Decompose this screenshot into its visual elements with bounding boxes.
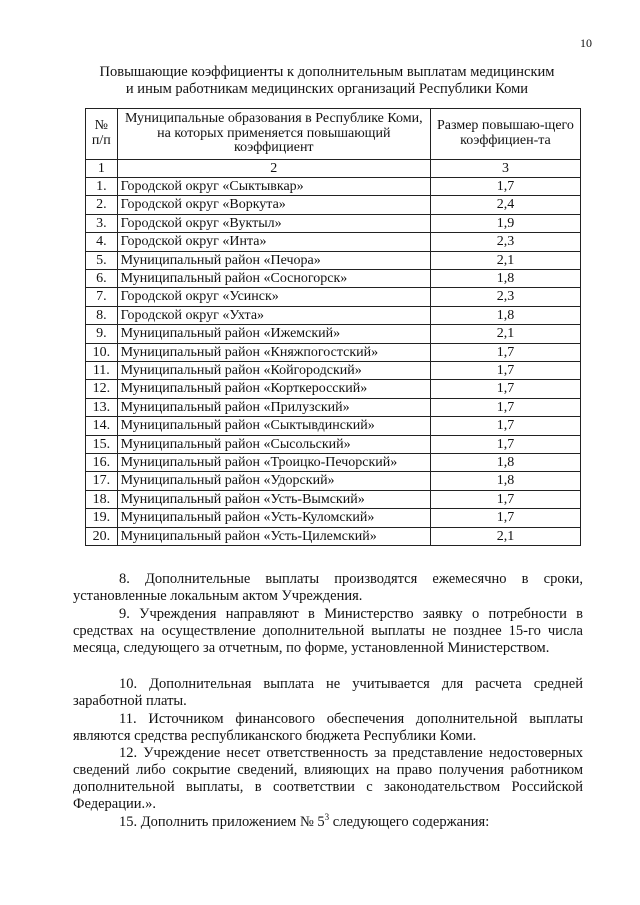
- row-coefficient: 1,7: [430, 417, 580, 435]
- table-row: [86, 343, 581, 361]
- row-number: 20.: [86, 527, 118, 545]
- row-municipality: Муниципальный район «Корткеросский»: [117, 380, 430, 398]
- page-number: 10: [580, 36, 592, 50]
- row-number: 7.: [86, 288, 118, 306]
- table-row: [86, 196, 581, 214]
- row-coefficient: 1,8: [430, 306, 580, 324]
- table-title: [60, 64, 594, 98]
- row-municipality: Муниципальный район «Усть-Куломский»: [117, 509, 430, 527]
- header-municipality: Муниципальные образования в Республике Коми, на которых применяется повышающий коэффициент: [117, 109, 430, 160]
- table-row: [86, 527, 581, 545]
- row-coefficient: 1,7: [430, 343, 580, 361]
- paragraph-10: 10. Дополнительная выплата не учитывается для расчета средней заработной платы.: [73, 676, 583, 709]
- row-municipality: Муниципальный район «Сосногорск»: [117, 269, 430, 287]
- row-municipality: Муниципальный район «Троицко-Печорский»: [117, 454, 430, 472]
- table-row: [86, 214, 581, 232]
- table-row: [86, 325, 581, 343]
- row-municipality: Городской округ «Усинск»: [117, 288, 430, 306]
- table-title-line-2: и иным работникам медицинских организаций Республики Коми: [125, 81, 529, 97]
- paragraph-15-text: 15. Дополнить приложением № 5: [119, 814, 325, 830]
- row-municipality: Муниципальный район «Княжпогостский»: [117, 343, 430, 361]
- row-coefficient: 1,7: [430, 361, 580, 379]
- row-municipality: Муниципальный район «Удорский»: [117, 472, 430, 490]
- table-row: [86, 454, 581, 472]
- row-number: 17.: [86, 472, 118, 490]
- table-title-line-1: Повышающие коэффициенты к дополнительным выплатам медицинским: [99, 64, 555, 80]
- paragraph-8: 8. Дополнительные выплаты производятся ежемесячно в сроки, установленные локальным актом Учреждения.: [73, 571, 583, 604]
- row-coefficient: 2,3: [430, 288, 580, 306]
- row-municipality: Городской округ «Ухта»: [117, 306, 430, 324]
- row-coefficient: 2,3: [430, 233, 580, 251]
- row-municipality: Городской округ «Воркута»: [117, 196, 430, 214]
- column-number: 1: [86, 159, 118, 177]
- column-number: 3: [430, 159, 580, 177]
- paragraph-9: 9. Учреждения направляют в Министерство заявку о потребности в средствах на осуществление дополнительной выплаты не позднее 15-го числа месяца, следующего за отчетным, по форме, установленной Министерством.: [73, 606, 583, 656]
- table-row: [86, 288, 581, 306]
- row-number: 18.: [86, 490, 118, 508]
- paragraph-12: 12. Учреждение несет ответственность за представление недостоверных сведений либо сокрытие сведений, влияющих на право получения работником дополнительной выплаты, в соответствии с законодательством Российской Федерации.».: [73, 745, 583, 812]
- paragraph-11: 11. Источником финансового обеспечения дополнительной выплаты являются средства республиканского бюджета Республики Коми.: [73, 711, 583, 744]
- row-municipality: Муниципальный район «Прилузский»: [117, 398, 430, 416]
- row-number: 12.: [86, 380, 118, 398]
- row-coefficient: 1,8: [430, 269, 580, 287]
- column-number: 2: [117, 159, 430, 177]
- row-coefficient: 2,1: [430, 251, 580, 269]
- row-municipality: Муниципальный район «Койгородский»: [117, 361, 430, 379]
- paragraph-15-text-end: следующего содержания:: [329, 814, 490, 830]
- row-number: 11.: [86, 361, 118, 379]
- table-row: [86, 509, 581, 527]
- row-number: 4.: [86, 233, 118, 251]
- table-row: [86, 233, 581, 251]
- table-row: [86, 269, 581, 287]
- row-number: 15.: [86, 435, 118, 453]
- table-row: [86, 417, 581, 435]
- row-number: 1.: [86, 177, 118, 195]
- row-coefficient: 2,1: [430, 325, 580, 343]
- row-number: 16.: [86, 454, 118, 472]
- row-number: 3.: [86, 214, 118, 232]
- column-numbers-row: [86, 159, 581, 177]
- paragraph-15: [73, 814, 583, 831]
- row-coefficient: 1,7: [430, 398, 580, 416]
- table-header-row: [86, 109, 581, 160]
- row-coefficient: 1,7: [430, 380, 580, 398]
- row-number: 9.: [86, 325, 118, 343]
- row-coefficient: 1,7: [430, 177, 580, 195]
- row-coefficient: 1,8: [430, 454, 580, 472]
- row-municipality: Городской округ «Вуктыл»: [117, 214, 430, 232]
- row-coefficient: 1,7: [430, 490, 580, 508]
- table-row: [86, 490, 581, 508]
- row-number: 6.: [86, 269, 118, 287]
- table-row: [86, 435, 581, 453]
- row-coefficient: 1,9: [430, 214, 580, 232]
- row-municipality: Городской округ «Инта»: [117, 233, 430, 251]
- row-municipality: Муниципальный район «Сысольский»: [117, 435, 430, 453]
- header-number: № п/п: [86, 109, 118, 160]
- table-row: [86, 177, 581, 195]
- table-row: [86, 306, 581, 324]
- row-number: 14.: [86, 417, 118, 435]
- row-coefficient: 1,7: [430, 509, 580, 527]
- table-row: [86, 361, 581, 379]
- header-coefficient: Размер повышаю-щего коэффициен-та: [430, 109, 580, 160]
- row-number: 2.: [86, 196, 118, 214]
- row-municipality: Муниципальный район «Печора»: [117, 251, 430, 269]
- row-number: 8.: [86, 306, 118, 324]
- row-municipality: Городской округ «Сыктывкар»: [117, 177, 430, 195]
- row-municipality: Муниципальный район «Ижемский»: [117, 325, 430, 343]
- row-municipality: Муниципальный район «Сыктывдинский»: [117, 417, 430, 435]
- row-number: 13.: [86, 398, 118, 416]
- row-number: 5.: [86, 251, 118, 269]
- table-row: [86, 251, 581, 269]
- row-number: 10.: [86, 343, 118, 361]
- row-coefficient: 1,7: [430, 435, 580, 453]
- table-row: [86, 380, 581, 398]
- table-row: [86, 398, 581, 416]
- row-municipality: Муниципальный район «Усть-Вымский»: [117, 490, 430, 508]
- table-row: [86, 472, 581, 490]
- paragraph-15-superscript: 3: [324, 812, 330, 823]
- row-coefficient: 2,4: [430, 196, 580, 214]
- row-coefficient: 2,1: [430, 527, 580, 545]
- row-coefficient: 1,8: [430, 472, 580, 490]
- row-municipality: Муниципальный район «Усть-Цилемский»: [117, 527, 430, 545]
- coefficients-table: [85, 108, 581, 546]
- row-number: 19.: [86, 509, 118, 527]
